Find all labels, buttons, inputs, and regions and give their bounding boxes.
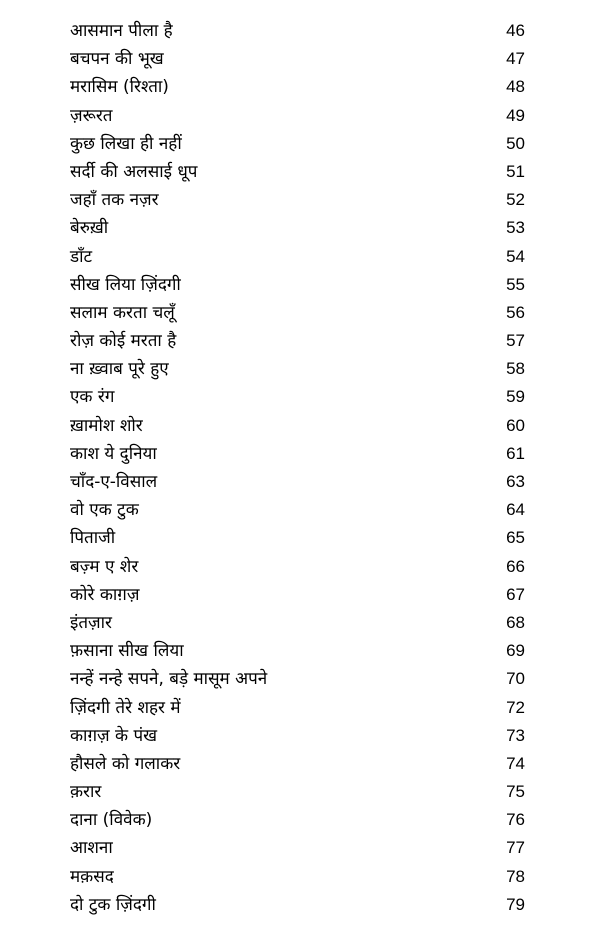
- toc-entry-page-number: 52: [506, 190, 525, 210]
- toc-entry-title: वो एक टुक: [70, 500, 139, 521]
- toc-entry-page-number: 55: [506, 274, 525, 294]
- toc-entry: [0, 581, 600, 609]
- toc-entry: [0, 73, 600, 101]
- toc-entry-page-number: 72: [506, 697, 525, 717]
- toc-entry-page-number: 63: [506, 472, 525, 491]
- toc-entry-page-number: 47: [506, 49, 525, 69]
- toc-entry-title: कुछ लिखा ही नहीं: [70, 133, 182, 154]
- toc-entry-title: काग़ज़ के पंख: [70, 725, 158, 746]
- toc-entry-page-number: 73: [506, 725, 525, 745]
- toc-entry: [0, 806, 600, 834]
- toc-entry-page-number: 70: [506, 669, 525, 689]
- toc-entry: [0, 186, 600, 214]
- toc-entry: [0, 496, 600, 524]
- toc-entry: [0, 553, 600, 581]
- toc-entry-title: ज़रूरत: [70, 105, 113, 126]
- toc-entry: [0, 45, 600, 73]
- toc-entry: [0, 214, 600, 242]
- toc-entry-page-number: 66: [506, 556, 525, 576]
- table-of-contents: [0, 17, 600, 919]
- toc-entry-page-number: 57: [506, 331, 525, 351]
- toc-entry-title: बेरुख़ी: [70, 218, 109, 239]
- toc-entry-page-number: 61: [506, 443, 525, 463]
- toc-entry-page-number: 68: [506, 612, 525, 632]
- toc-entry-title: कोरे काग़ज़: [70, 584, 140, 605]
- toc-entry-title: सलाम करता चलूँ: [70, 302, 175, 323]
- toc-entry-title: आसमान पीला है: [70, 21, 173, 41]
- toc-entry: [0, 440, 600, 468]
- toc-entry-title: सीख लिया ज़िंदगी: [70, 274, 181, 295]
- toc-entry-title: ख़ामोश शोर: [70, 415, 143, 436]
- toc-entry-page-number: 78: [506, 866, 525, 886]
- toc-entry-title: मक़सद: [70, 866, 114, 887]
- toc-entry-page-number: 51: [506, 161, 525, 181]
- toc-entry-page-number: 53: [506, 218, 525, 238]
- toc-entry-page-number: 60: [506, 415, 525, 435]
- toc-entry-title: बज़्म ए शेर: [70, 556, 139, 577]
- toc-entry: [0, 750, 600, 778]
- toc-entry: [0, 891, 600, 919]
- toc-entry-title: चाँद-ए-विसाल: [70, 472, 158, 492]
- toc-entry-page-number: 59: [506, 387, 525, 407]
- toc-entry-title: डाँट: [70, 246, 93, 267]
- toc-entry: [0, 694, 600, 722]
- toc-entry-title: पिताजी: [70, 528, 116, 549]
- toc-entry-title: दो टुक ज़िंदगी: [70, 894, 156, 915]
- toc-entry-page-number: 76: [506, 810, 525, 830]
- toc-entry: [0, 722, 600, 750]
- toc-entry-page-number: 58: [506, 359, 525, 379]
- toc-entry: [0, 524, 600, 552]
- toc-entry-page-number: 75: [506, 782, 525, 802]
- toc-entry-page-number: 48: [506, 77, 525, 97]
- toc-entry: [0, 299, 600, 327]
- toc-entry-title: जहाँ तक नज़र: [70, 190, 159, 211]
- toc-entry: [0, 863, 600, 891]
- toc-entry: [0, 609, 600, 637]
- toc-entry-page-number: 74: [506, 753, 525, 773]
- toc-entry: [0, 778, 600, 806]
- toc-entry: [0, 130, 600, 158]
- toc-entry-title: सर्दी की अलसाई धूप: [70, 161, 198, 182]
- toc-entry-title: मरासिम (रिश्ता): [70, 77, 169, 98]
- toc-entry: [0, 637, 600, 665]
- toc-entry-title: दाना (विवेक): [70, 810, 153, 831]
- toc-entry: [0, 412, 600, 440]
- toc-entry: [0, 102, 600, 130]
- toc-entry-page-number: 50: [506, 133, 525, 153]
- toc-entry: [0, 383, 600, 411]
- toc-entry-title: नन्हें नन्हे सपने, बड़े मासूम अपने: [70, 669, 268, 690]
- toc-entry-page-number: 64: [506, 500, 525, 520]
- toc-entry-title: रोज़ कोई मरता है: [70, 331, 177, 352]
- toc-entry-page-number: 65: [506, 528, 525, 548]
- toc-entry: [0, 665, 600, 693]
- toc-entry: [0, 243, 600, 271]
- toc-entry-title: इंतज़ार: [70, 612, 113, 633]
- toc-entry-title: फ़साना सीख लिया: [70, 641, 184, 662]
- toc-entry: [0, 271, 600, 299]
- toc-entry-page-number: 56: [506, 302, 525, 322]
- toc-entry: [0, 468, 600, 496]
- toc-entry-page-number: 67: [506, 584, 525, 604]
- toc-entry: [0, 327, 600, 355]
- toc-entry: [0, 158, 600, 186]
- toc-entry-title: हौसले को गलाकर: [70, 753, 181, 774]
- toc-entry-page-number: 46: [506, 21, 525, 40]
- toc-entry-page-number: 77: [506, 838, 525, 858]
- toc-entry-title: बचपन की भूख: [70, 49, 164, 70]
- toc-entry-title: आशना: [70, 838, 113, 859]
- toc-entry-title: ज़िंदगी तेरे शहर में: [70, 697, 181, 718]
- toc-entry-title: क़रार: [70, 782, 102, 803]
- toc-entry-title: एक रंग: [70, 387, 115, 408]
- toc-entry-page-number: 54: [506, 246, 525, 266]
- toc-entry: [0, 834, 600, 862]
- toc-entry: [0, 355, 600, 383]
- toc-entry: [0, 17, 600, 45]
- toc-entry-title: काश ये दुनिया: [70, 443, 157, 464]
- toc-entry-page-number: 49: [506, 105, 525, 125]
- toc-entry-title: ना ख़्वाब पूरे हुए: [70, 359, 169, 380]
- toc-entry-page-number: 79: [506, 894, 525, 914]
- toc-entry-page-number: 69: [506, 641, 525, 661]
